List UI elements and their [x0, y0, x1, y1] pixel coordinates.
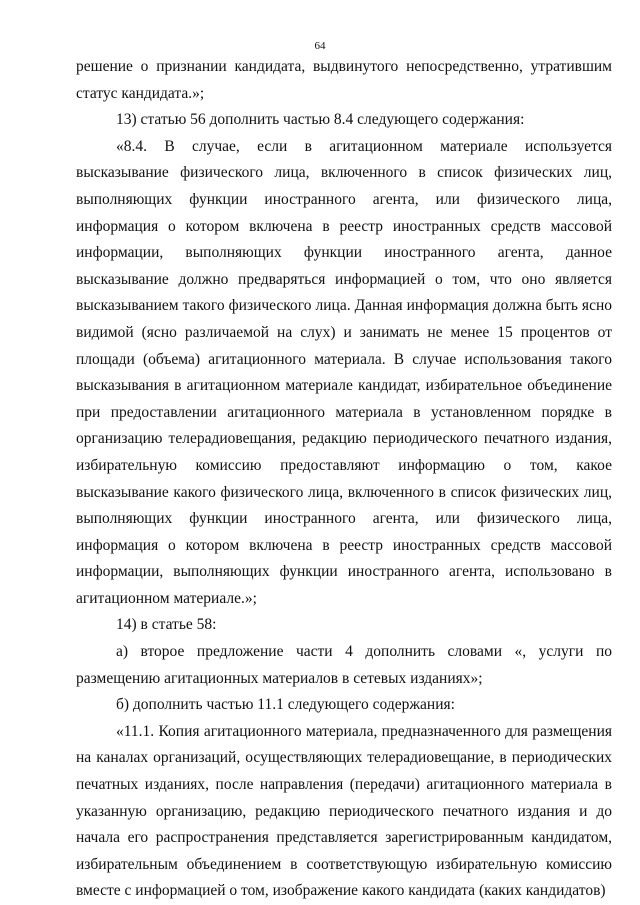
- paragraph-continuation: решение о признании кандидата, выдвинутого непосредственно, утратившим статус кандидата.»;: [76, 58, 612, 102]
- document-body: [76, 54, 612, 905]
- paragraph-part-8-4: «8.4. В случае, если в агитационном материале используется высказывание физического лица, включенного в список физических лиц, выполняющих функции иностранного агента, или физического лица, информация о котором включена в реестр иностранных средств массовой информации, выполняющих функции иностранного агента, данное высказывание должно предваряться информацией о том, что оно является высказыванием такого физического лица. Данная информация должна быть ясно видимой (ясно различаемой на слух) и занимать не менее 15 процентов от площади (объема) агитационного материала. В случае использования такого высказывания в агитационном материале кандидат, избирательное объединение при предоставлении агитационного материала в установленном порядке в организацию телерадиовещания, редакцию периодического печатного издания, избирательную комиссию предоставляют информацию о том, какое высказывание какого физического лица, включенного в список физических лиц, выполняющих функции иностранного агента, или физического лица, информация о котором включена в реестр иностранных средств массовой информации, выполняющих функции иностранного агента, использовано в агитационном материале.»;: [76, 137, 612, 607]
- paragraph-item-13: 13) статью 56 дополнить частью 8.4 следующего содержания:: [116, 111, 525, 129]
- paragraph-subitem-a: а) второе предложение части 4 дополнить словами «, услуги по размещению агитационных материалов в сетевых изданиях»;: [76, 643, 612, 687]
- paragraph-subitem-b: б) дополнить частью 11.1 следующего содержания:: [116, 696, 455, 714]
- paragraph-part-11-1: «11.1. Копия агитационного материала, предназначенного для размещения на каналах организаций, осуществляющих телерадиовещание, в периодических печатных изданиях, после направления (передачи) агитационного материала в указанную организацию, редакцию периодического печатного издания и до начала его распространения представляется зарегистрированным кандидатом, избирательным объединением в соответствующую избирательную комиссию вместе с информацией о том, изображение какого кандидата (каких кандидатов): [76, 722, 612, 900]
- page-number: 64: [314, 40, 326, 52]
- paragraph-item-14: 14) в статье 58:: [116, 616, 217, 634]
